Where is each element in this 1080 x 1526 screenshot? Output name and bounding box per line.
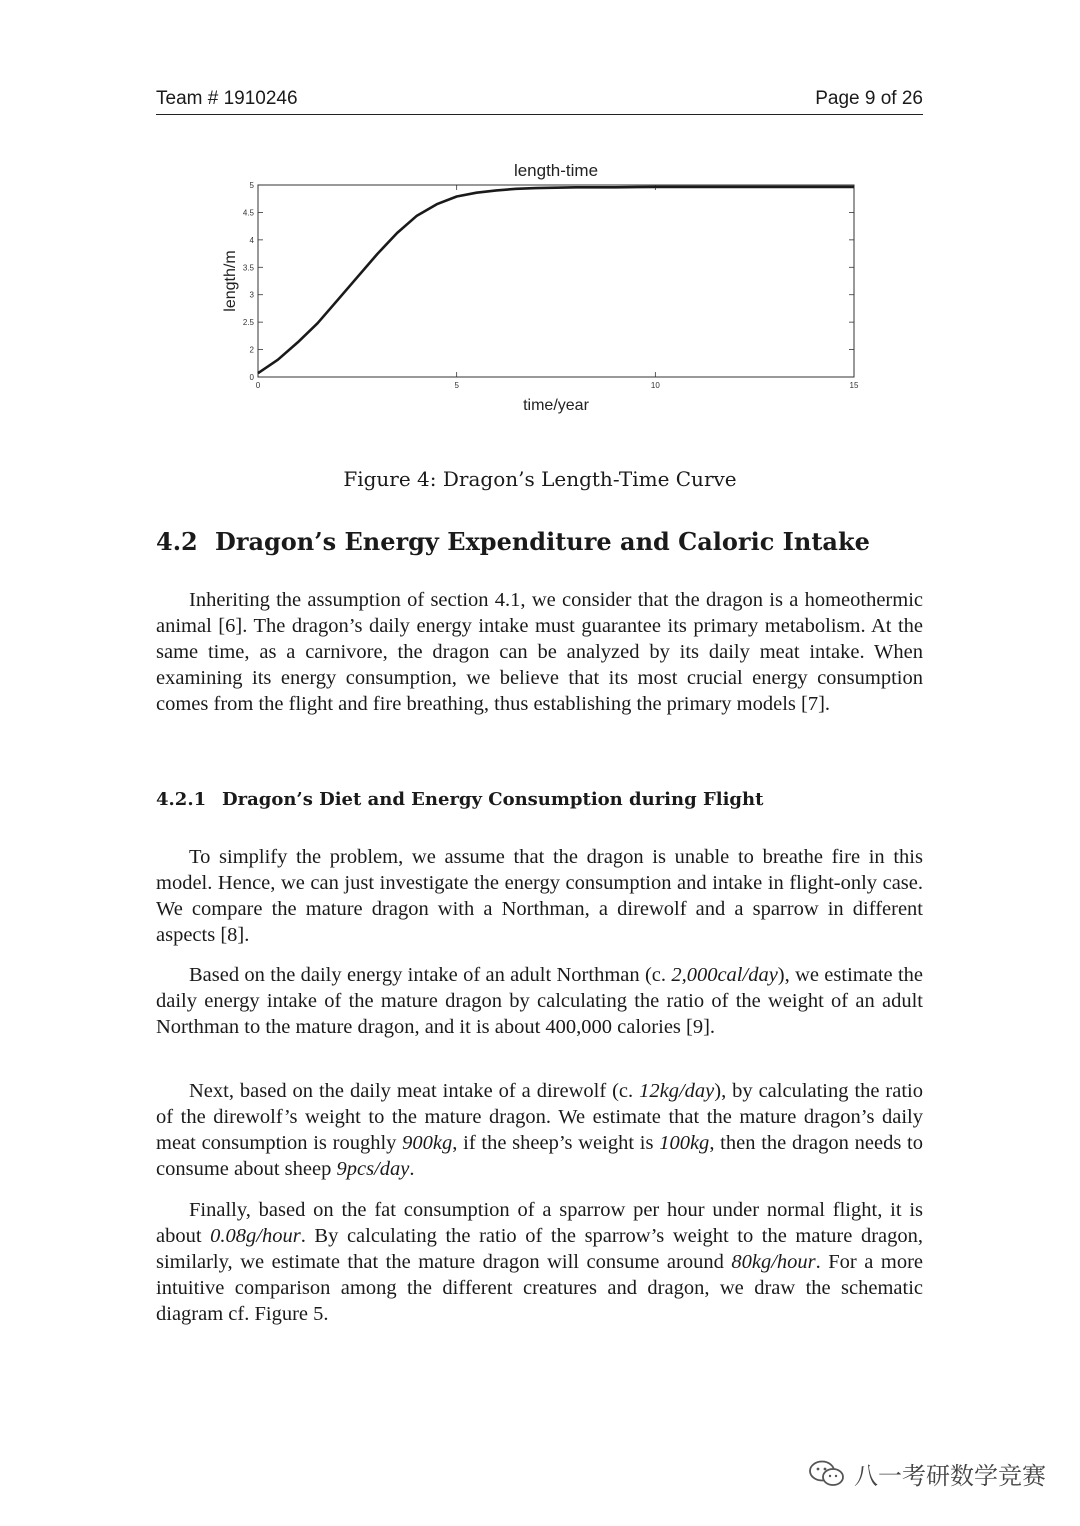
math-expression: 0.08g/hour: [210, 1225, 301, 1247]
figure-caption: Figure 4: Dragon’s Length-Time Curve: [343, 467, 737, 491]
y-tick-label: 4.5: [242, 208, 254, 218]
math-expression: 9pcs/day: [336, 1158, 410, 1180]
y-axis-label: length/m: [222, 250, 239, 312]
y-tick-label: 3: [249, 290, 254, 300]
section-heading: [156, 527, 870, 556]
y-tick-label: 0: [249, 373, 254, 382]
math-expression: 900kg: [402, 1132, 453, 1154]
y-tick-label: 2: [249, 345, 254, 355]
paragraph: Based on the daily energy intake of an adult Northman (c. 2,000cal/day), we estimate the daily energy intake of the mature dragon by calculating the ratio of the weight of an adult Northman to the mature dragon, and it is about 400,000 calories [9].: [156, 964, 923, 1038]
x-axis-label: time/year: [523, 397, 589, 414]
chart-layer: [222, 161, 859, 414]
paragraph: Finally, based on the fat consumption of a sparrow per hour under normal flight, it is about 0.08g/hour. By calculating the ratio of the sparrow’s weight to the mature dragon, similarly, we estimate that the mature dragon will consume around 80kg/hour. For a more intuitive comparison among the different creatures and dragon, we draw the schematic diagram cf. Figure 5.: [156, 1199, 923, 1325]
team-number: Team # 1910246: [156, 88, 298, 109]
y-tick-label: 3.5: [242, 263, 254, 273]
page-header: [156, 88, 923, 115]
subsection-number: 4.2.1: [156, 789, 207, 810]
y-tick-label: 5: [249, 181, 254, 190]
paragraph: To simplify the problem, we assume that the dragon is unable to breathe fire in this model. Hence, we can just investigate the energy consumption and intake in flight-only case. We compare the mature dragon with a Northman, a direwolf and a sparrow in different aspects [8].: [156, 846, 923, 946]
page-number: Page 9 of 26: [815, 88, 923, 109]
x-tick-label: 10: [650, 381, 660, 390]
series-line: [258, 187, 854, 373]
section-title: Dragon’s Energy Expenditure and Caloric Intake: [215, 527, 870, 556]
math-expression: 100kg: [659, 1132, 710, 1154]
wechat-icon: [808, 1459, 846, 1489]
watermark-text: 八一考研数学竞赛: [854, 1462, 1046, 1490]
chart-title: length-time: [513, 161, 599, 180]
math-expression: 2,000cal/day: [671, 964, 778, 986]
y-tick-label: 4: [249, 235, 254, 245]
math-expression: 12kg/day: [639, 1080, 715, 1102]
paragraph: Inheriting the assumption of section 4.1, we consider that the dragon is a homeothermic animal [6]. The dragon’s daily energy intake must guarantee its primary metabolism. At the same time, as a carnivore, the dragon can be analyzed by its daily meat intake. When examining its energy consumption, we believe that its most crucial energy consumption comes from the flight and fire breathing, thus establishing the primary models [7].: [156, 589, 923, 715]
subsection-heading: [156, 789, 763, 810]
math-expression: 80kg/hour: [731, 1251, 816, 1273]
x-tick-label: 15: [849, 381, 859, 390]
watermark: [808, 1456, 1046, 1491]
x-tick-label: 5: [454, 381, 459, 390]
y-tick-label: 2.5: [242, 318, 254, 328]
section-number: 4.2: [156, 527, 198, 556]
x-tick-label: 0: [255, 381, 261, 390]
length-time-chart: [210, 158, 870, 423]
paragraph: Next, based on the daily meat intake of a direwolf (c. 12kg/day), by calculating the ratio of the direwolf’s weight to the mature dragon. We estimate that the mature dragon’s daily meat consumption is roughly 900kg, if the sheep’s weight is 100kg, then the dragon needs to consume about sheep 9pcs/day.: [156, 1080, 924, 1180]
subsection-title: Dragon’s Diet and Energy Consumption during Flight: [222, 789, 764, 810]
plot-frame: [258, 185, 854, 377]
